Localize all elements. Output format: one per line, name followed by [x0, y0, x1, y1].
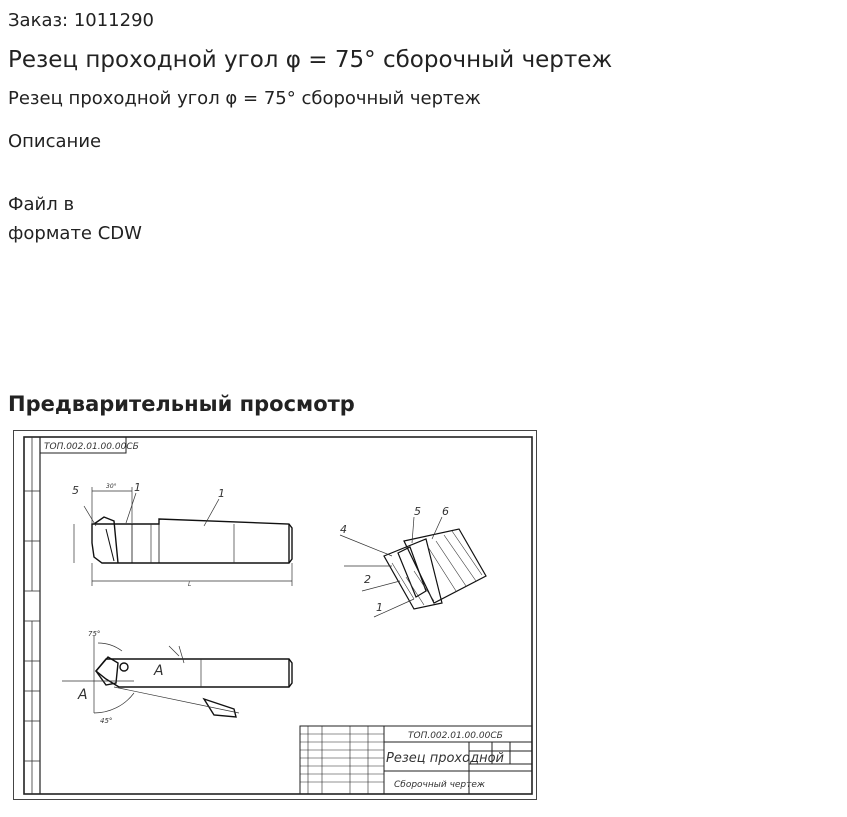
page-subtitle: Резец проходной угол φ = 75° сборочный чертеж — [8, 88, 481, 109]
stamp-subtitle: Сборочный чертеж — [394, 780, 486, 790]
drawing-preview[interactable] — [13, 430, 537, 800]
order-number: Заказ: 1011290 — [8, 10, 154, 31]
svg-text:75°: 75° — [88, 630, 101, 638]
left-margin-strips — [24, 437, 40, 794]
cutter-side-view — [92, 517, 292, 563]
file-format-line2: формате CDW — [8, 223, 142, 244]
svg-text:5: 5 — [414, 505, 421, 518]
cutter-section-view — [384, 529, 486, 609]
svg-text:1: 1 — [134, 481, 141, 494]
description-heading: Описание — [8, 131, 102, 152]
file-format-line1: Файл в — [8, 194, 75, 215]
cutter-plan-view — [96, 657, 292, 717]
page-title: Резец проходной угол φ = 75° сборочный чертеж — [8, 47, 613, 73]
svg-text:5: 5 — [72, 484, 79, 497]
preview-heading: Предварительный просмотр — [8, 392, 355, 416]
svg-text:45°: 45° — [100, 717, 113, 725]
svg-text:А: А — [154, 663, 164, 679]
drawing-svg — [14, 431, 536, 799]
svg-text:30°: 30° — [106, 483, 117, 490]
svg-text:1: 1 — [218, 487, 225, 500]
stamp-code: ТОП.002.01.00.00СБ — [408, 731, 503, 741]
svg-text:4: 4 — [340, 523, 347, 536]
rotated-code: ТОП.002.01.00.00СБ — [44, 442, 139, 452]
svg-text:А: А — [78, 687, 88, 703]
svg-text:2: 2 — [364, 573, 371, 586]
svg-text:6: 6 — [442, 505, 449, 518]
stamp-title: Резец проходной — [386, 751, 504, 766]
svg-text:L: L — [188, 581, 192, 588]
svg-text:1: 1 — [376, 601, 383, 614]
